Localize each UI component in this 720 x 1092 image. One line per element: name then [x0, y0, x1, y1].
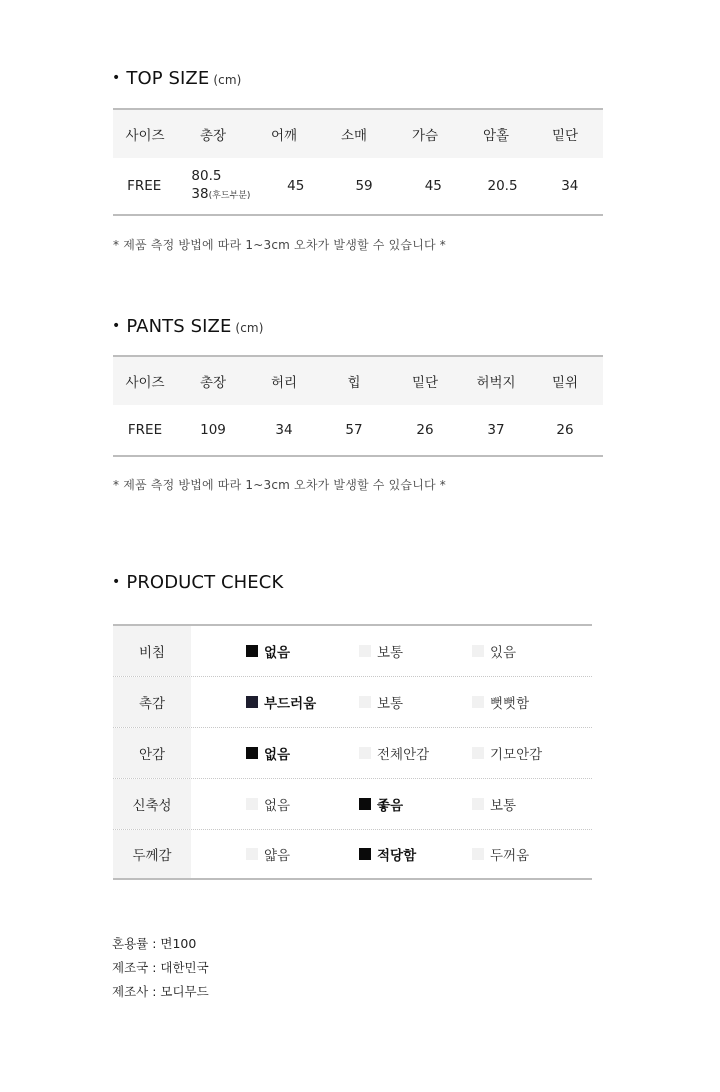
option-label: 없음 — [264, 747, 291, 763]
length-cell — [175, 167, 261, 205]
top-size-table — [113, 108, 603, 216]
option-label: 두꺼움 — [490, 848, 530, 864]
header-cell: 밑위 — [551, 375, 579, 391]
check-option-selected — [246, 626, 290, 676]
checkbox-empty-icon — [472, 696, 484, 708]
check-option — [246, 779, 290, 829]
check-option — [246, 830, 290, 878]
top-size-title — [112, 68, 241, 89]
product-check-table — [113, 624, 592, 880]
checkbox-empty-icon — [246, 798, 258, 810]
check-option — [472, 677, 529, 727]
header-cell: 총장 — [199, 128, 227, 144]
header-cell: 소매 — [340, 128, 368, 144]
maker-info: 제조사 : 모디무드 — [112, 984, 209, 999]
top-size-title-text: TOP SIZE — [126, 68, 210, 89]
check-row-stretch — [113, 779, 592, 830]
material-info: 혼용률 : 면100 — [112, 936, 197, 951]
header-cell: 밑단 — [411, 375, 439, 391]
checkbox-empty-icon — [472, 747, 484, 759]
checkbox-empty-icon — [246, 848, 258, 860]
pants-size-note: * 제품 측정 방법에 따라 1~3cm 오차가 발생할 수 있습니다 * — [113, 478, 446, 492]
origin-info: 제조국 : 대한민국 — [112, 960, 209, 975]
waist-cell: 34 — [275, 422, 293, 438]
check-option — [359, 728, 429, 778]
option-label: 부드러움 — [264, 696, 317, 712]
length-value: 80.5 — [191, 168, 222, 184]
checkbox-empty-icon — [359, 645, 371, 657]
shoulder-cell: 45 — [287, 178, 305, 194]
check-option — [472, 830, 529, 878]
check-label: 촉감 — [113, 677, 191, 727]
check-option-selected — [246, 677, 316, 727]
checkbox-empty-icon — [472, 645, 484, 657]
check-option-selected — [359, 779, 403, 829]
pants-size-table — [113, 355, 603, 457]
option-label: 뻣뻣함 — [490, 696, 530, 712]
pants-size-unit: (cm) — [235, 321, 264, 335]
hood-length-value: 38 — [191, 186, 209, 202]
hem-cell: 26 — [416, 422, 434, 438]
header-cell: 허벅지 — [476, 375, 516, 391]
hood-length — [191, 185, 261, 205]
header-cell: 사이즈 — [125, 128, 165, 144]
checkbox-filled-icon — [359, 848, 371, 860]
check-options — [191, 728, 592, 778]
size-cell: FREE — [127, 422, 163, 438]
table-header-row — [113, 110, 603, 158]
checkbox-empty-icon — [472, 798, 484, 810]
table-row — [113, 158, 603, 214]
header-cell: 허리 — [270, 375, 298, 391]
check-label: 안감 — [113, 728, 191, 778]
option-label: 없음 — [264, 645, 291, 661]
header-cell: 사이즈 — [125, 375, 165, 391]
top-size-unit: (cm) — [213, 73, 242, 87]
top-size-note: * 제품 측정 방법에 따라 1~3cm 오차가 발생할 수 있습니다 * — [113, 238, 446, 252]
checkbox-empty-icon — [359, 696, 371, 708]
table-header-row — [113, 357, 603, 405]
product-check-title — [112, 572, 283, 593]
check-option — [472, 626, 516, 676]
hip-cell: 57 — [345, 422, 363, 438]
table-row — [113, 405, 603, 455]
hood-length-note: (후드부분) — [208, 191, 251, 201]
option-label: 얇음 — [264, 848, 291, 864]
check-option-selected — [359, 830, 416, 878]
pants-size-title-text: PANTS SIZE — [126, 316, 232, 337]
checkbox-filled-icon — [359, 798, 371, 810]
header-cell: 암홀 — [482, 128, 510, 144]
option-label: 보통 — [377, 696, 404, 712]
option-label: 전체안감 — [377, 747, 430, 763]
header-cell: 가슴 — [411, 128, 439, 144]
check-option — [472, 779, 516, 829]
option-label: 좋음 — [377, 798, 404, 814]
check-label: 신축성 — [113, 779, 191, 829]
length-cell: 109 — [200, 422, 226, 438]
thigh-cell: 37 — [487, 422, 505, 438]
option-label: 기모안감 — [490, 747, 543, 763]
check-row-thickness — [113, 830, 592, 878]
header-cell: 힙 — [347, 375, 361, 391]
option-label: 적당함 — [377, 848, 417, 864]
check-label: 비침 — [113, 626, 191, 676]
option-label: 보통 — [377, 645, 404, 661]
check-option — [359, 677, 403, 727]
check-options — [191, 779, 592, 829]
check-options — [191, 677, 592, 727]
header-cell: 밑단 — [551, 128, 579, 144]
bullet-icon: • — [112, 318, 121, 334]
header-cell: 총장 — [199, 375, 227, 391]
check-row-transparency — [113, 626, 592, 677]
check-option — [472, 728, 542, 778]
bullet-icon: • — [112, 574, 121, 590]
checkbox-filled-icon — [246, 696, 258, 708]
size-cell: FREE — [127, 178, 162, 194]
product-check-title-text: PRODUCT CHECK — [126, 572, 284, 593]
rise-cell: 26 — [556, 422, 574, 438]
check-option — [359, 626, 403, 676]
hem-cell: 34 — [561, 178, 579, 194]
checkbox-filled-icon — [246, 645, 258, 657]
check-row-texture — [113, 677, 592, 728]
armhole-cell: 20.5 — [487, 178, 518, 194]
header-cell: 어깨 — [270, 128, 298, 144]
chest-cell: 45 — [424, 178, 442, 194]
bullet-icon: • — [112, 70, 121, 86]
check-option-selected — [246, 728, 290, 778]
checkbox-empty-icon — [472, 848, 484, 860]
check-options — [191, 830, 592, 878]
option-label: 없음 — [264, 798, 291, 814]
check-label: 두께감 — [113, 830, 191, 878]
option-label: 보통 — [490, 798, 517, 814]
option-label: 있음 — [490, 645, 517, 661]
checkbox-filled-icon — [246, 747, 258, 759]
check-options — [191, 626, 592, 676]
check-row-lining — [113, 728, 592, 779]
checkbox-empty-icon — [359, 747, 371, 759]
pants-size-title — [112, 316, 263, 337]
sleeve-cell: 59 — [355, 178, 373, 194]
